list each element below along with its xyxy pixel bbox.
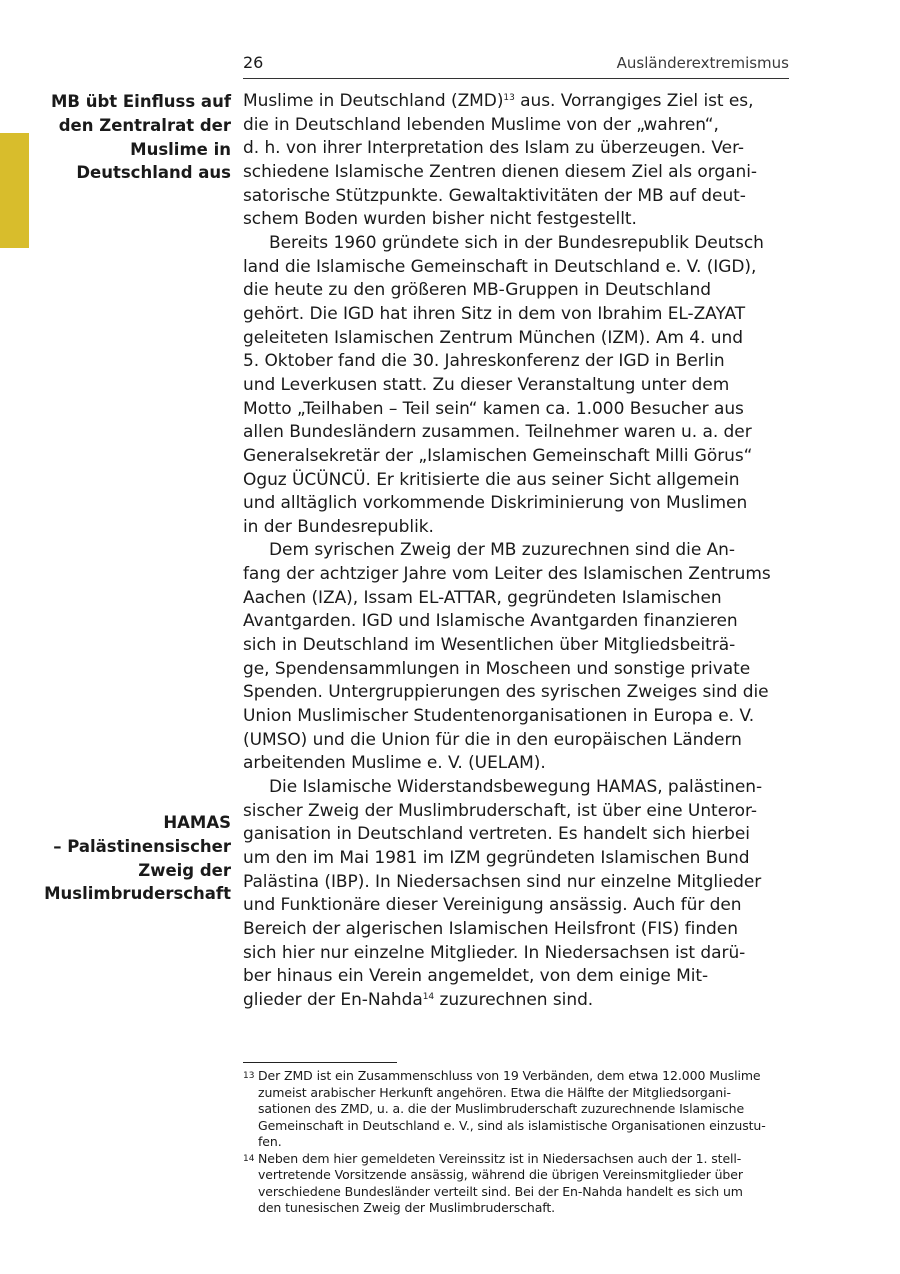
- footnote-rule: [243, 1062, 397, 1063]
- body-line: 5. Oktober fand die 30. Jahreskonferenz der IGD in Berlin: [243, 351, 725, 372]
- body-line-text: aus. Vorrangiges Ziel ist es,: [514, 91, 754, 111]
- body-line: [243, 989, 803, 1013]
- margin-note-line: – Palästinensischer: [53, 836, 231, 856]
- body-line: Bereich der algerischen Islamischen Heilsfront (FIS) finden: [243, 918, 738, 939]
- chapter-color-tab: [0, 133, 29, 248]
- body-line: Avantgarden. IGD und Islamische Avantgarden finanzieren: [243, 611, 738, 632]
- footnote-line: Der ZMD ist ein Zusammenschluss von 19 Verbänden, dem etwa 12.000 Muslime: [258, 1068, 761, 1083]
- footnote-line: den tunesischen Zweig der Muslimbruderschaft.: [258, 1200, 556, 1215]
- footnote-number: 13: [243, 1071, 255, 1081]
- body-line: und Leverkusen statt. Zu dieser Veranstaltung unter dem: [243, 374, 730, 395]
- footnote-line: Gemeinschaft in Deutschland e. V., sind als islamistische Organisationen einzustu-: [258, 1117, 766, 1133]
- body-line: schiedene Islamische Zentren dienen diesem Ziel als organi-: [243, 161, 757, 182]
- footnote-number: 14: [243, 1153, 255, 1164]
- footnote-line: Neben dem hier gemeldeten Vereinssitz ist in Niedersachsen auch der 1. stell-: [258, 1150, 742, 1166]
- body-line: Aachen (IZA), Issam EL-ATTAR, gegründeten Islamischen: [243, 587, 722, 608]
- margin-note-line: Muslime in: [130, 139, 231, 159]
- body-line: Oguz ÜCÜNCÜ. Er kritisierte die aus seiner Sicht allgemein: [243, 469, 740, 490]
- margin-note-hamas: [31, 811, 231, 906]
- footnote-14: [243, 1151, 803, 1217]
- footnote-line: sationen des ZMD, u. a. die der Muslimbruderschaft zuzurechnende Islamische: [258, 1101, 745, 1116]
- body-line: die in Deutschland lebenden Muslime von der „wahren“,: [243, 114, 719, 135]
- body-line: d. h. von ihrer Interpretation des Islam zu überzeugen. Ver-: [243, 138, 744, 159]
- body-line: Spenden. Untergruppierungen des syrischen Zweiges sind die: [243, 682, 769, 703]
- body-line: die heute zu den größeren MB-Gruppen in Deutschland: [243, 280, 711, 301]
- body-line: Dem syrischen Zweig der MB zuzurechnen sind die An-: [269, 540, 735, 561]
- body-line: und Funktionäre dieser Vereinigung ansässig. Auch für den: [243, 895, 742, 916]
- body-line: in der Bundesrepublik.: [243, 516, 434, 537]
- body-line: ganisation in Deutschland vertreten. Es handelt sich hierbei: [243, 824, 750, 845]
- body-line: um den im Mai 1981 im IZM gegründeten Islamischen Bund: [243, 848, 750, 868]
- footnote-line: fen.: [258, 1134, 282, 1149]
- body-line: und alltäglich vorkommende Diskriminierung von Muslimen: [243, 493, 748, 514]
- margin-note-line: Zweig der: [138, 860, 231, 880]
- body-line: ge, Spendensammlungen in Moscheen und sonstige private: [243, 658, 751, 679]
- body-line: Bereits 1960 gründete sich in der Bundesrepublik Deutsch: [269, 232, 764, 253]
- page-header: [243, 52, 789, 79]
- body-line: arbeitenden Muslime e. V. (UELAM).: [243, 753, 546, 774]
- body-line: sich hier nur einzelne Mitglieder. In Niedersachsen ist darü-: [243, 942, 746, 963]
- running-head: Ausländerextremismus: [616, 54, 789, 72]
- body-line: geleiteten Islamischen Zentrum München (IZM). Am 4. und: [243, 327, 743, 348]
- body-line: land die Islamische Gemeinschaft in Deutschland e. V. (IGD),: [243, 256, 757, 277]
- body-line: satorische Stützpunkte. Gewaltaktivitäten der MB auf deut-: [243, 185, 746, 206]
- body-line: Generalsekretär der „Islamischen Gemeinschaft Milli Görus“: [243, 445, 753, 466]
- footnote-line: zumeist arabischer Herkunft angehören. Etwa die Hälfte der Mitgliedsorgani-: [258, 1084, 731, 1100]
- body-line: Die Islamische Widerstandsbewegung HAMAS, palästinen-: [269, 777, 763, 798]
- footnote-line: vertretende Vorsitzende ansässig, während die übrigen Vereinsmitglieder über: [258, 1167, 743, 1182]
- body-line: ber hinaus ein Verein angemeldet, von dem einige Mit-: [243, 966, 709, 987]
- body-line-text: glieder der En-Nahda: [243, 989, 423, 1010]
- body-line-text: zuzurechnen sind.: [434, 989, 594, 1010]
- margin-note-line: Muslimbruderschaft: [44, 884, 231, 904]
- margin-note-zentralrat: [31, 90, 231, 185]
- footnote-line: verschiedene Bundesländer verteilt sind. Bei der En-Nahda handelt es sich um: [258, 1183, 743, 1199]
- margin-note-line: Deutschland aus: [76, 163, 231, 183]
- footnote-13: [243, 1068, 803, 1151]
- body-line: sischer Zweig der Muslimbruderschaft, ist über eine Unteror-: [243, 800, 757, 821]
- body-line: [243, 90, 803, 114]
- body-line: (UMSO) und die Union für die in den europäischen Ländern: [243, 729, 742, 750]
- body-line: Union Muslimischer Studentenorganisationen in Europa e. V.: [243, 706, 755, 727]
- body-line: allen Bundesländern zusammen. Teilnehmer waren u. a. der: [243, 422, 752, 443]
- body-line: Palästina (IBP). In Niedersachsen sind nur einzelne Mitglieder: [243, 871, 762, 892]
- body-text: [243, 90, 803, 1013]
- margin-note-line: den Zentralrat der: [58, 115, 231, 135]
- body-line: Motto „Teilhaben – Teil sein“ kamen ca. 1.000 Besucher aus: [243, 398, 744, 419]
- page-number: 26: [243, 53, 264, 72]
- margin-note-line: MB übt Einfluss auf: [50, 92, 231, 111]
- body-line: gehört. Die IGD hat ihren Sitz in dem von Ibrahim EL-ZAYAT: [243, 303, 746, 324]
- body-line: fang der achtziger Jahre vom Leiter des Islamischen Zentrums: [243, 564, 771, 585]
- body-line: sich in Deutschland im Wesentlichen über Mitgliedsbeiträ-: [243, 635, 736, 656]
- margin-note-line: HAMAS: [163, 813, 231, 832]
- footnote-ref-14[interactable]: 14: [422, 991, 435, 1002]
- footnotes: [243, 1068, 803, 1217]
- body-line-text: Muslime in Deutschland (ZMD): [243, 91, 504, 111]
- footnote-ref-13[interactable]: 13: [503, 93, 515, 103]
- body-line: schem Boden wurden bisher nicht festgestellt.: [243, 209, 637, 230]
